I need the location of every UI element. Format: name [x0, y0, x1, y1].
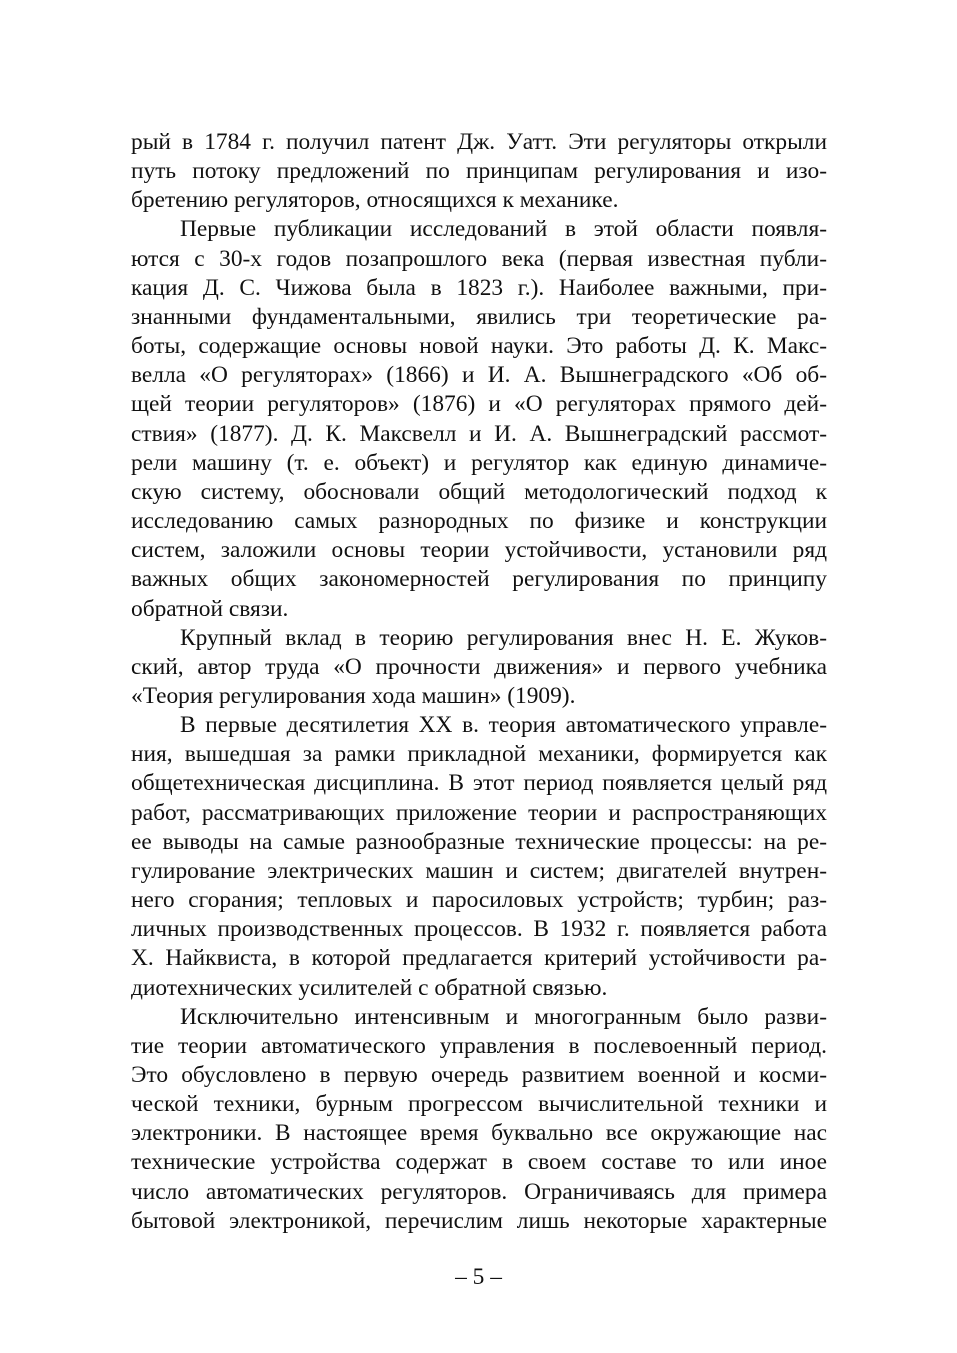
text-line: работ, рассматривающих приложение теории и распространяющих	[131, 799, 827, 826]
text-line: «Теория регулирования хода машин» (1909).	[131, 682, 576, 709]
text-line: гулирование электрических машин и систем; двигателей внутрен-	[131, 857, 827, 884]
text-line: В первые десятилетия XX в. теория автоматического управле-	[180, 712, 827, 739]
text-line: ее выводы на самые разнообразные технические процессы: на ре-	[131, 828, 827, 855]
text-line: рели машину (т. е. объект) и регулятор как единую динамиче-	[131, 449, 827, 476]
text-line: Крупный вклад в теорию регулирования внес Н. Е. Жуков-	[180, 624, 827, 651]
text-line: кация Д. С. Чижова была в 1823 г.). Наиболее важными, при-	[131, 274, 827, 301]
text-line: Первые публикации исследований в этой области появля-	[180, 216, 827, 243]
text-line: велла «О регуляторах» (1866) и И. А. Вышнеградского «Об об-	[131, 362, 827, 389]
page-body	[131, 128, 827, 1236]
page-number: – 5 –	[455, 1264, 502, 1290]
text-line: ческой техники, бурным прогрессом вычислительной техники и	[131, 1091, 827, 1118]
paragraph-4	[131, 711, 827, 1003]
text-line: ются с 30-х годов позапрошлого века (первая известная публи-	[131, 245, 827, 272]
text-line: него сгорания; тепловых и паросиловых устройств; турбин; раз-	[131, 887, 827, 914]
text-line: бытовой электроникой, перечислим лишь некоторые характерные	[131, 1207, 827, 1234]
text-line: знанными фундаментальными, явились три теоретические ра-	[131, 303, 827, 330]
text-line: технические устройства содержат в своем составе то или иное	[131, 1149, 827, 1176]
text-line: ский, автор труда «О прочности движения» и первого учебника	[131, 653, 827, 680]
text-line: общетехническая дисциплина. В этот период появляется целый ряд	[131, 770, 827, 797]
text-line: путь потоку предложений по принципам регулирования и изо-	[131, 158, 827, 185]
text-line: диотехнических усилителей с обратной связью.	[131, 974, 608, 1001]
paragraph-1	[131, 128, 827, 215]
text-line: личных производственных процессов. В 1932 г. появляется работа	[131, 916, 827, 943]
text-line: обратной связи.	[131, 595, 289, 622]
text-line: число автоматических регуляторов. Ограничиваясь для примера	[131, 1178, 827, 1205]
text-line: систем, заложили основы теории устойчивости, установили ряд	[131, 537, 827, 564]
text-line: бретению регуляторов, относящихся к механике.	[131, 187, 619, 214]
text-line: Это обусловлено в первую очередь развитием военной и косми-	[131, 1062, 827, 1088]
text-line: щей теории регуляторов» (1876) и «О регуляторах прямого дей-	[131, 391, 827, 418]
text-line: боты, содержащие основы новой науки. Это работы Д. К. Макс-	[131, 333, 827, 360]
paragraph-3	[131, 624, 827, 711]
paragraph-5	[131, 1003, 827, 1236]
text-line: рый в 1784 г. получил патент Дж. Уатт. Эти регуляторы открыли	[131, 129, 827, 155]
text-line: электроники. В настоящее время буквально все окружающие нас	[131, 1120, 827, 1147]
text-line: важных общих закономерностей регулирования по принципу	[131, 566, 827, 593]
text-line: тие теории автоматического управления в послевоенный период.	[131, 1032, 827, 1059]
paragraph-2	[131, 215, 827, 623]
text-line: исследованию самых разнородных по физике и конструкции	[131, 508, 827, 535]
text-line: ния, вышедшая за рамки прикладной механики, формируется как	[131, 741, 827, 768]
text-line: Х. Найквиста, в которой предлагается критерий устойчивости ра-	[131, 945, 827, 972]
text-line: Исключительно интенсивным и многогранным было разви-	[180, 1003, 827, 1030]
text-line: скую систему, обосновали общий методологический подход к	[131, 478, 827, 505]
text-line: ствия» (1877). Д. К. Максвелл и И. А. Вышнеградский рассмот-	[131, 420, 827, 447]
